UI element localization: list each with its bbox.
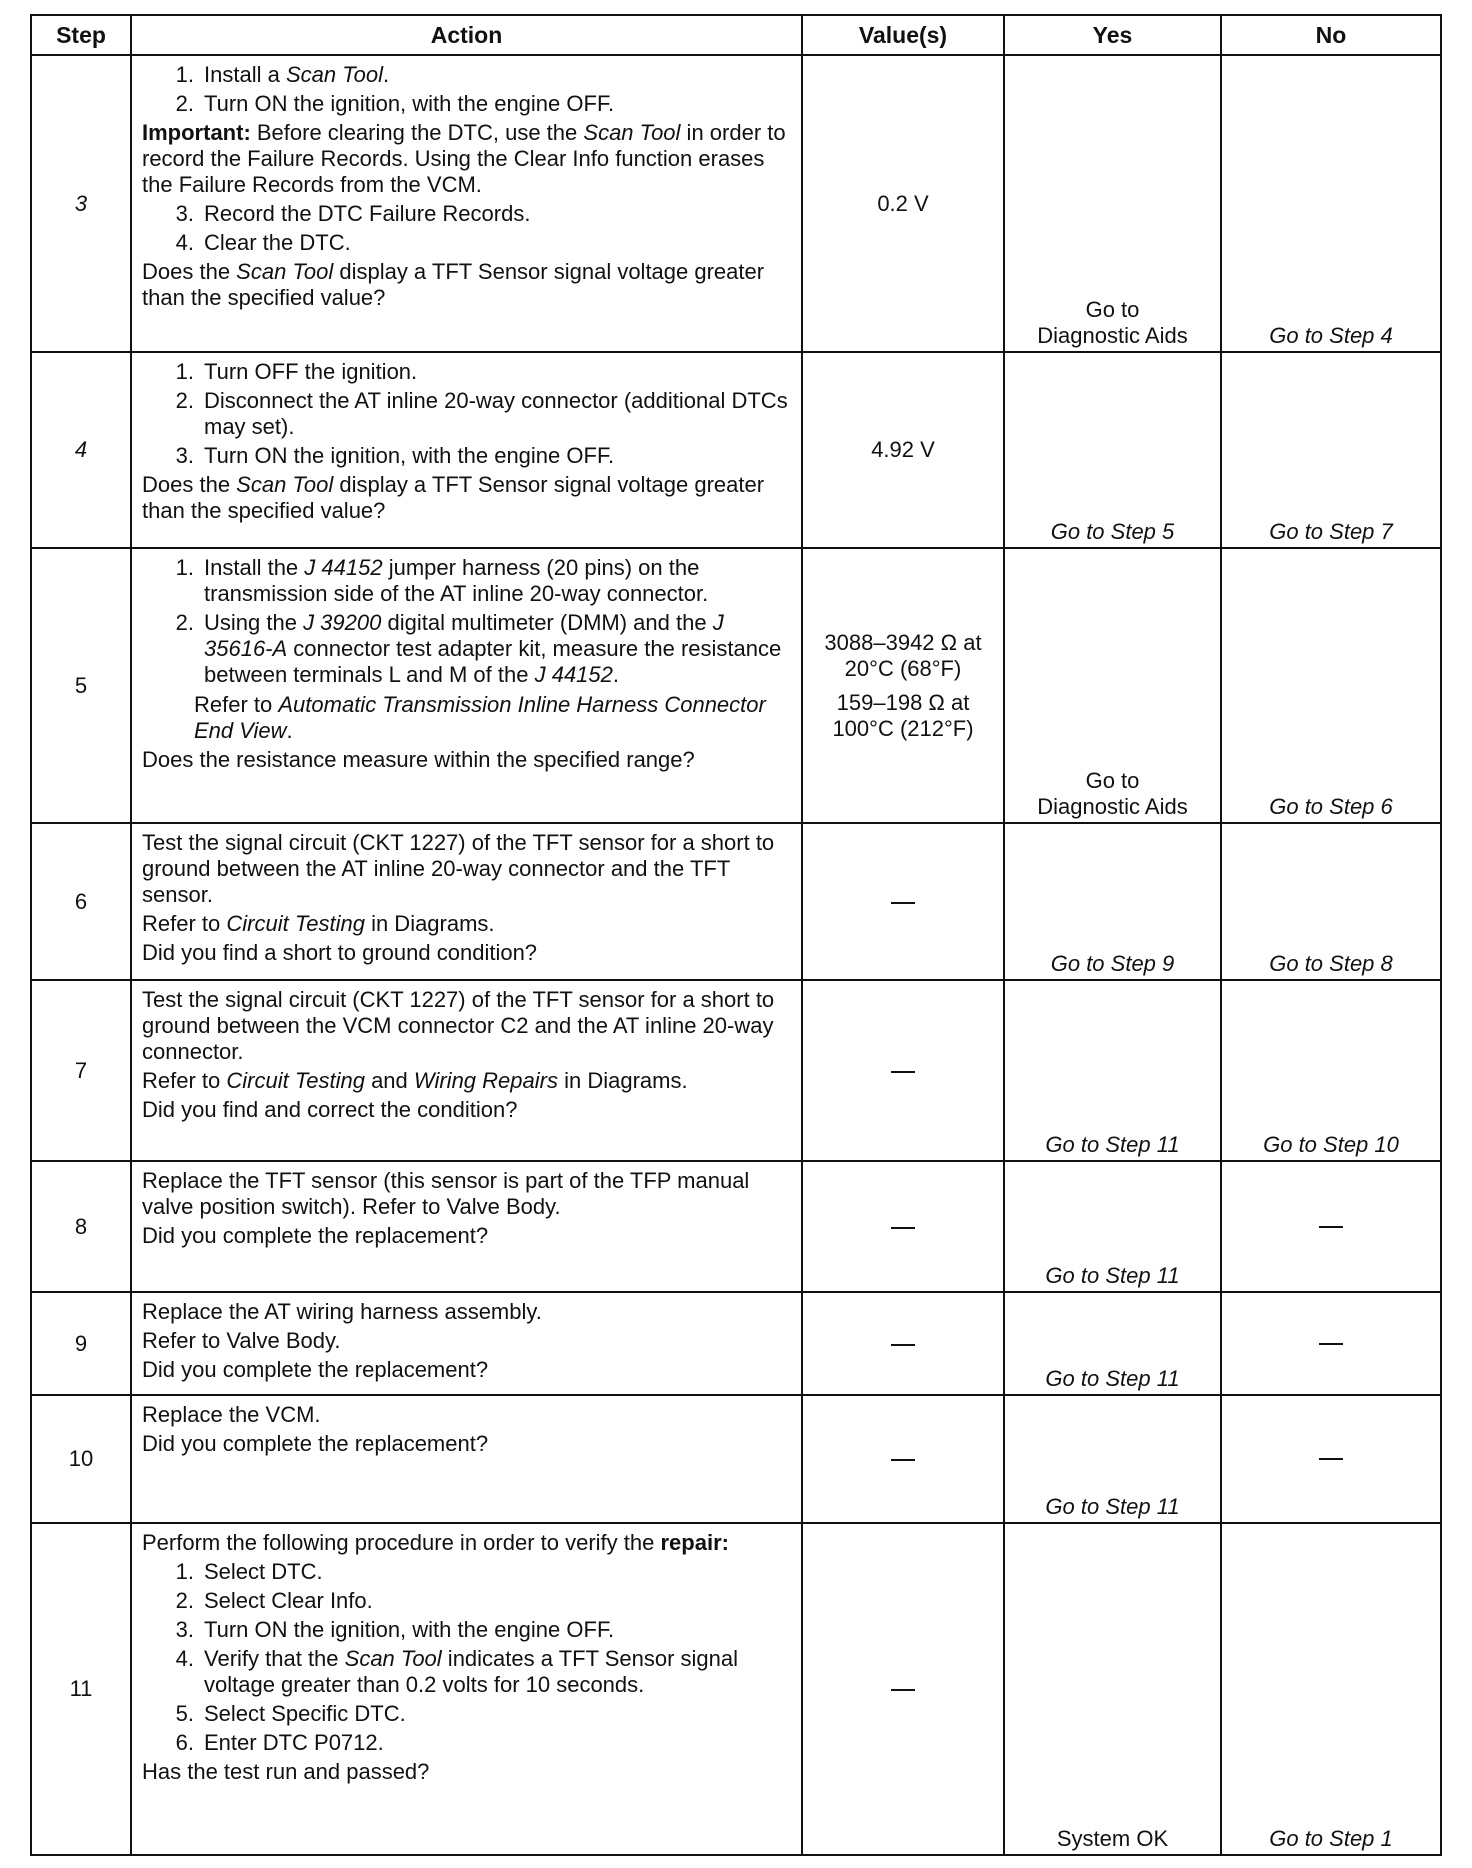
table-row-step-4	[31, 352, 1441, 548]
reference-note: Refer to Circuit Testing in Diagrams.	[142, 911, 495, 936]
question-text: Did you complete the replacement?	[142, 1223, 489, 1248]
table-row-step-9	[31, 1292, 1441, 1395]
no-cell: Go to Step 4	[1221, 55, 1441, 352]
action-cell	[131, 980, 802, 1161]
question-text: Does the resistance measure within the specified range?	[142, 747, 695, 772]
header-yes: Yes	[1004, 15, 1221, 55]
header-action: Action	[131, 15, 802, 55]
list-item: 2. Using the J 39200 digital multimeter (DMM) and the J 35616-A connector test adapter kit, measure the resistance between terminals L and M of the J 44152.	[175, 610, 782, 687]
question-text: Did you complete the replacement?	[142, 1431, 489, 1456]
value-cell	[802, 1395, 1004, 1523]
list-item: 2. Turn ON the ignition, with the engine OFF.	[175, 91, 615, 116]
action-cell	[131, 1161, 802, 1292]
action-text: Replace the TFT sensor (this sensor is part of the TFP manual valve position switch). Refer to Valve Body.	[142, 1168, 750, 1219]
header-row	[31, 15, 1441, 55]
step-number: 10	[31, 1395, 131, 1523]
no-cell: Go to Step 8	[1221, 823, 1441, 980]
table-row-step-3	[31, 55, 1441, 352]
no-cell: Go to Step 1	[1221, 1523, 1441, 1855]
value-cell	[802, 980, 1004, 1161]
no-cell	[1221, 1161, 1441, 1292]
value-cell	[802, 1523, 1004, 1855]
list-item: 1. Select DTC.	[175, 1559, 323, 1584]
step-number: 4	[31, 352, 131, 548]
question-text: Does the Scan Tool display a TFT Sensor signal voltage greater than the specified value?	[142, 472, 765, 523]
action-text: Test the signal circuit (CKT 1227) of the TFT sensor for a short to ground between the AT inline 20-way connector and the TFT sensor.	[142, 830, 775, 907]
reference-note: Refer to Circuit Testing and Wiring Repairs in Diagrams.	[142, 1068, 688, 1093]
table-row-step-5	[31, 548, 1441, 823]
table-row-step-7	[31, 980, 1441, 1161]
action-cell	[131, 1292, 802, 1395]
question-text: Did you find a short to ground condition?	[142, 940, 538, 965]
value-cell	[802, 548, 1004, 823]
step-number: 5	[31, 548, 131, 823]
action-cell	[131, 1523, 802, 1855]
header-no: No	[1221, 15, 1441, 55]
step-number: 11	[31, 1523, 131, 1855]
list-item: 3. Record the DTC Failure Records.	[175, 201, 531, 226]
header-values: Value(s)	[802, 15, 1004, 55]
list-item: 1. Turn OFF the ignition.	[175, 359, 418, 384]
action-text: Replace the VCM.	[142, 1402, 321, 1427]
intro-text: Perform the following procedure in order to verify the repair:	[142, 1530, 729, 1555]
step-number: 6	[31, 823, 131, 980]
yes-cell: Go to Step 11	[1004, 1395, 1221, 1523]
action-cell	[131, 1395, 802, 1523]
dash-mark	[891, 1459, 915, 1461]
action-cell	[131, 352, 802, 548]
diagnostic-table-sheet	[30, 14, 1440, 1856]
list-item: 6. Enter DTC P0712.	[175, 1730, 384, 1755]
question-text: Has the test run and passed?	[142, 1759, 430, 1784]
no-cell	[1221, 1292, 1441, 1395]
list-item: 5. Select Specific DTC.	[175, 1701, 406, 1726]
action-text: Test the signal circuit (CKT 1227) of the TFT sensor for a short to ground between the VCM connector C2 and the AT inline 20-way connector.	[142, 987, 775, 1064]
no-cell	[1221, 1395, 1441, 1523]
list-item: 3. Turn ON the ignition, with the engine OFF.	[175, 443, 615, 468]
value-cell	[802, 823, 1004, 980]
question-text: Does the Scan Tool display a TFT Sensor signal voltage greater than the specified value?	[142, 259, 765, 310]
table-row-step-11	[31, 1523, 1441, 1855]
value-cell: 0.2 V	[802, 55, 1004, 352]
question-text: Did you find and correct the condition?	[142, 1097, 518, 1122]
action-text: Replace the AT wiring harness assembly.	[142, 1299, 542, 1324]
yes-cell: Go to Step 11	[1004, 1161, 1221, 1292]
value-cell: 4.92 V	[802, 352, 1004, 548]
no-cell: Go to Step 6	[1221, 548, 1441, 823]
dash-mark	[891, 902, 915, 904]
value-cell	[802, 1292, 1004, 1395]
important-note: Important: Before clearing the DTC, use the Scan Tool in order to record the Failure Records. Using the Clear Info function erases the Failure Records from the VCM.	[142, 120, 786, 197]
list-item: 4. Clear the DTC.	[175, 230, 351, 255]
list-item: 2. Select Clear Info.	[175, 1588, 373, 1613]
reference-note: Refer to Valve Body.	[142, 1328, 341, 1353]
table-row-step-8	[31, 1161, 1441, 1292]
yes-cell: Go to Step 11	[1004, 1292, 1221, 1395]
reference-note: Refer to Automatic Transmission Inline Harness Connector End View.	[194, 692, 766, 743]
list-item: 4. Verify that the Scan Tool indicates a TFT Sensor signal voltage greater than 0.2 volts for 10 seconds.	[175, 1646, 739, 1697]
dash-mark	[891, 1689, 915, 1691]
yes-cell: Go to Diagnostic Aids	[1004, 548, 1221, 823]
list-item: 2. Disconnect the AT inline 20-way connector (additional DTCs may set).	[175, 388, 788, 439]
yes-cell: Go to Step 5	[1004, 352, 1221, 548]
step-number: 9	[31, 1292, 131, 1395]
value-cell	[802, 1161, 1004, 1292]
value-range-100c: 159–198 Ω at 100°C (212°F)	[832, 689, 974, 741]
action-cell	[131, 548, 802, 823]
value-range-20c: 3088–3942 Ω at 20°C (68°F)	[824, 629, 982, 681]
action-cell	[131, 823, 802, 980]
list-item: 1. Install the J 44152 jumper harness (20 pins) on the transmission side of the AT inline 20-way connector.	[175, 555, 709, 606]
table-row-step-10	[31, 1395, 1441, 1523]
question-text: Did you complete the replacement?	[142, 1357, 489, 1382]
yes-cell: Go to Step 9	[1004, 823, 1221, 980]
yes-cell: Go to Step 11	[1004, 980, 1221, 1161]
dash-mark	[1319, 1458, 1343, 1460]
dash-mark	[891, 1227, 915, 1229]
dash-mark	[1319, 1226, 1343, 1228]
no-cell: Go to Step 10	[1221, 980, 1441, 1161]
dash-mark	[891, 1344, 915, 1346]
table-row-step-6	[31, 823, 1441, 980]
step-number: 8	[31, 1161, 131, 1292]
yes-cell: System OK	[1004, 1523, 1221, 1855]
dash-mark	[1319, 1343, 1343, 1345]
action-cell	[131, 55, 802, 352]
step-number: 3	[31, 55, 131, 352]
list-item: 3. Turn ON the ignition, with the engine OFF.	[175, 1617, 615, 1642]
step-number: 7	[31, 980, 131, 1161]
list-item: 1. Install a Scan Tool.	[175, 62, 390, 87]
diagnostic-table	[30, 14, 1442, 1856]
header-step: Step	[31, 15, 131, 55]
dash-mark	[891, 1071, 915, 1073]
yes-cell: Go to Diagnostic Aids	[1004, 55, 1221, 352]
no-cell: Go to Step 7	[1221, 352, 1441, 548]
